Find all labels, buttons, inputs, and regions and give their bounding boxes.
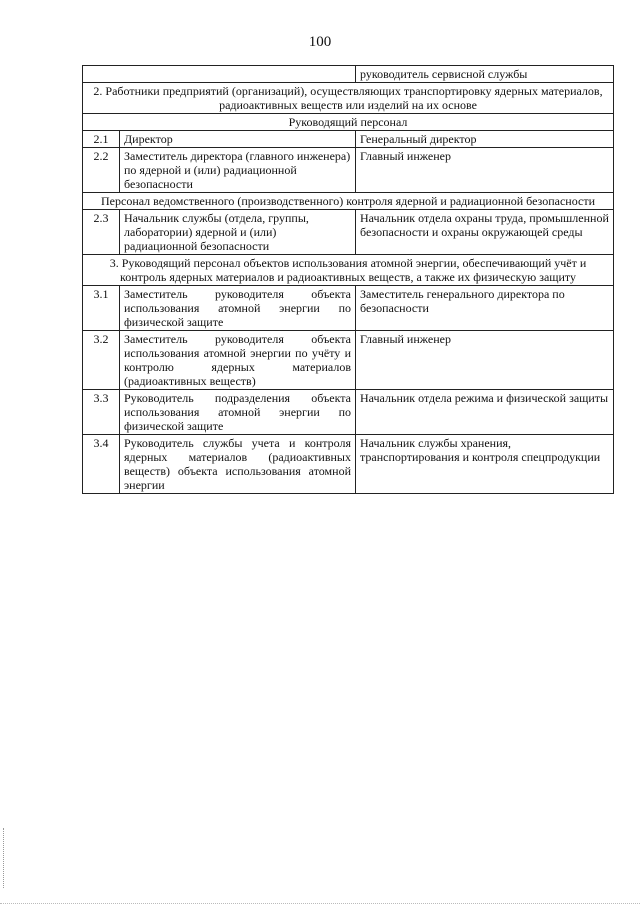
row-number: 3.3 xyxy=(83,390,120,435)
positions-table xyxy=(82,65,614,494)
equivalent-cell: Генеральный директор xyxy=(356,131,614,148)
section-2-header xyxy=(83,83,614,114)
subsection-header xyxy=(83,114,614,131)
position-cell: Директор xyxy=(120,131,356,148)
subsection-header xyxy=(83,193,614,210)
subsection-title-management: Руководящий персонал xyxy=(83,114,614,131)
row-number: 3.4 xyxy=(83,435,120,494)
scan-edge-dots xyxy=(3,828,6,888)
equivalent-cell: Главный инженер xyxy=(356,331,614,390)
position-cell: Начальник службы (отдела, группы, лаборатории) ядерной и (или) радиационной безопасности xyxy=(120,210,356,255)
table-row xyxy=(83,66,614,83)
table-row xyxy=(83,210,614,255)
equivalent-cell: Начальник отдела режима и физической защиты xyxy=(356,390,614,435)
section-3-title: 3. Руководящий персонал объектов использования атомной энергии, обеспечивающий учёт и контроль ядерных материалов и радиоактивных веществ, а также их физическую защиту xyxy=(83,255,614,286)
position-cell: Руководитель службы учета и контроля ядерных материалов (радиоактивных веществ) объекта использования атомной энергии xyxy=(120,435,356,494)
top-row-right-cell: руководитель сервисной службы xyxy=(356,66,614,83)
position-cell: Заместитель директора (главного инженера) по ядерной и (или) радиационной безопасности xyxy=(120,148,356,193)
table-row xyxy=(83,148,614,193)
table-row xyxy=(83,131,614,148)
row-number: 2.2 xyxy=(83,148,120,193)
row-number: 2.3 xyxy=(83,210,120,255)
page-number: 100 xyxy=(308,34,332,50)
top-row-left-cell xyxy=(83,66,356,83)
table-row xyxy=(83,331,614,390)
table-row xyxy=(83,390,614,435)
table-row xyxy=(83,286,614,331)
equivalent-cell: Начальник отдела охраны труда, промышленной безопасности и охраны окружающей среды xyxy=(356,210,614,255)
row-number: 3.1 xyxy=(83,286,120,331)
equivalent-cell: Главный инженер xyxy=(356,148,614,193)
table-row xyxy=(83,435,614,494)
equivalent-cell: Начальник службы хранения, транспортирования и контроля спецпродукции xyxy=(356,435,614,494)
position-cell: Заместитель руководителя объекта использования атомной энергии по физической защите xyxy=(120,286,356,331)
section-3-header xyxy=(83,255,614,286)
row-number: 3.2 xyxy=(83,331,120,390)
section-2-title: 2. Работники предприятий (организаций), осуществляющих транспортировку ядерных материалов, радиоактивных веществ или изделий на их основе xyxy=(83,83,614,114)
row-number: 2.1 xyxy=(83,131,120,148)
position-cell: Руководитель подразделения объекта использования атомной энергии по физической защите xyxy=(120,390,356,435)
equivalent-cell: Заместитель генерального директора по безопасности xyxy=(356,286,614,331)
subsection-title-control: Персонал ведомственного (производственного) контроля ядерной и радиационной безопасности xyxy=(83,193,614,210)
position-cell: Заместитель руководителя объекта использования атомной энергии по учёту и контролю ядерных материалов (радиоактивных веществ) xyxy=(120,331,356,390)
